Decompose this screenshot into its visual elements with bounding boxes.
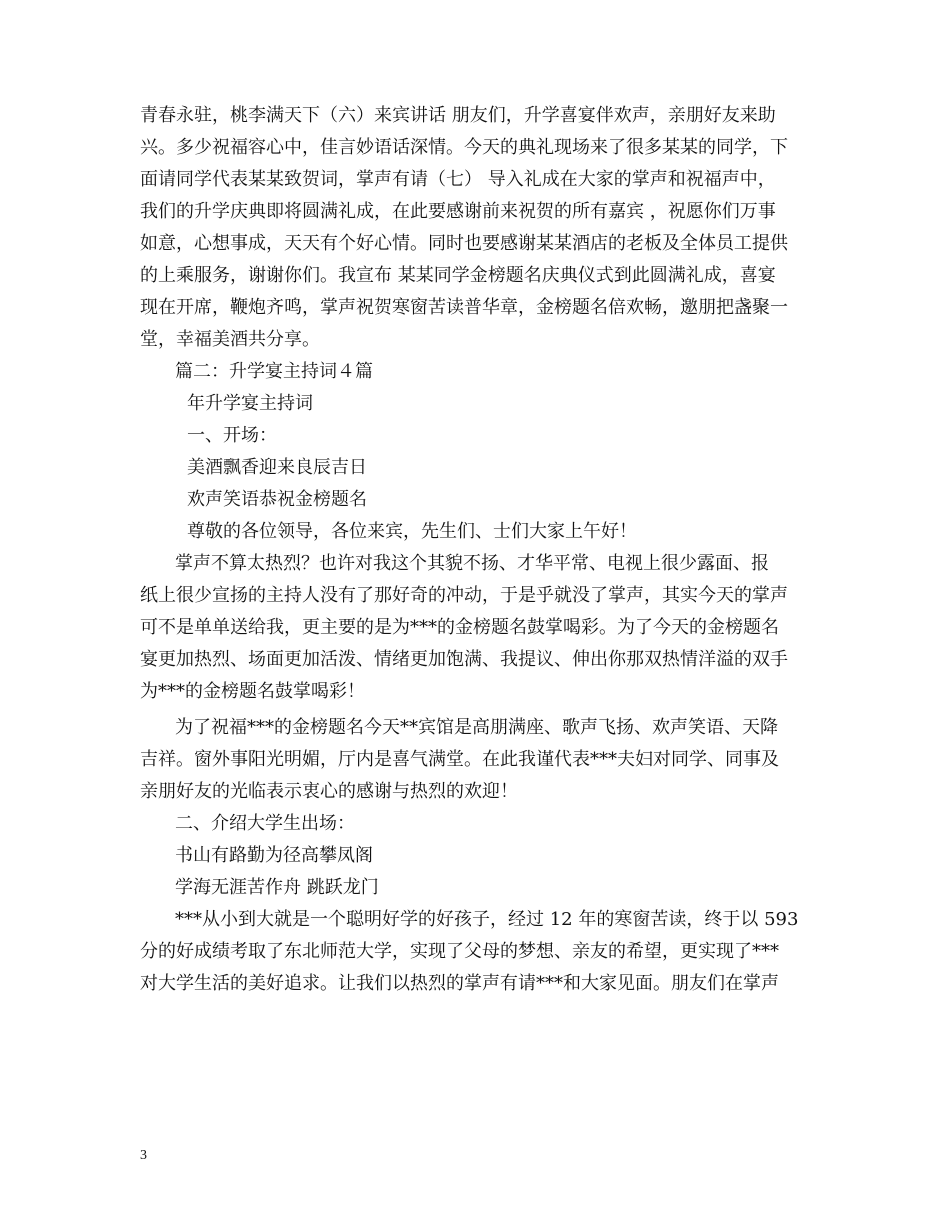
intro-heading: 二、介绍大学生出场：	[175, 813, 355, 834]
body-line-28: 对大学生活的美好追求。让我们以热烈的掌声有请***和大家见面。朋友们在掌声	[140, 973, 779, 994]
body-line-17: 可不是单单送给我，更主要的是为***的金榜题名鼓掌喝彩。为了今天的金榜题名	[140, 617, 779, 638]
body-line-6: 的上乘服务，谢谢你们。我宣布 某某同学金榜题名庆典仪式到此圆满礼成，喜宴	[140, 265, 776, 286]
body-line-22: 亲朋好友的光临表示衷心的感谢与热烈的欢迎！	[140, 781, 518, 802]
body-line-19: 为***的金榜题名鼓掌喝彩！	[140, 681, 365, 702]
body-line-1: 青春永驻，桃李满天下（六）来宾讲话 朋友们，升学喜宴伴欢声，亲朋好友来助	[140, 105, 776, 126]
body-line-18: 宴更加热烈、场面更加活泼、情绪更加饱满、我提议、伸出你那双热情洋溢的双手	[140, 649, 788, 670]
body-line-26: ***从小到大就是一个聪明好学的好孩子，经过 12 年的寒窗苦读，终于以 593	[175, 909, 799, 930]
body-line-2: 兴。多少祝福容心中，佳言妙语话深情。今天的典礼现场来了很多某某的同学，下	[140, 137, 788, 158]
page-number: 3	[140, 1148, 147, 1163]
couplet-line-3: 书山有路勤为径高攀凤阁	[175, 845, 373, 866]
body-line-21: 吉祥。窗外事阳光明媚，厅内是喜气满堂。在此我谨代表***夫妇对同学、同事及	[140, 749, 779, 770]
body-line-3: 面请同学代表某某致贺词，掌声有请（七） 导入礼成在大家的掌声和祝福声中，	[140, 169, 776, 190]
body-line-5: 如意，心想事成，天天有个好心情。同时也要感谢某某酒店的老板及全体员工提供	[140, 233, 788, 254]
subtitle-line: 年升学宴主持词	[187, 393, 313, 414]
greeting-line: 尊敬的各位领导，各位来宾，先生们、士们大家上午好！	[187, 521, 637, 542]
section-heading: 篇二：升学宴主持词４篇	[175, 361, 373, 382]
couplet-line-2: 欢声笑语恭祝金榜题名	[187, 489, 367, 510]
body-line-15: 掌声不算太热烈？也许对我这个其貌不扬、才华平常、电视上很少露面、报	[175, 553, 769, 574]
body-line-16: 纸上很少宣扬的主持人没有了那好奇的冲动，于是乎就没了掌声，其实今天的掌声	[140, 585, 788, 606]
opening-heading: 一、开场：	[187, 425, 277, 446]
body-line-27: 分的好成绩考取了东北师范大学，实现了父母的梦想、亲友的希望，更实现了***	[140, 941, 779, 962]
body-line-4: 我们的升学庆典即将圆满礼成，在此要感谢前来祝贺的所有嘉宾 ，祝愿你们万事	[140, 201, 776, 222]
couplet-line-4: 学海无涯苦作舟 跳跃龙门	[175, 877, 379, 898]
body-line-8: 堂，幸福美酒共分享。	[140, 329, 320, 350]
body-line-7: 现在开席，鞭炮齐鸣，掌声祝贺寒窗苦读普华章，金榜题名倍欢畅，邀朋把盏聚一	[140, 297, 788, 318]
body-line-20: 为了祝福***的金榜题名今天**宾馆是高朋满座、歌声飞扬、欢声笑语、天降	[175, 717, 778, 738]
couplet-line-1: 美酒飘香迎来良辰吉日	[187, 457, 367, 478]
